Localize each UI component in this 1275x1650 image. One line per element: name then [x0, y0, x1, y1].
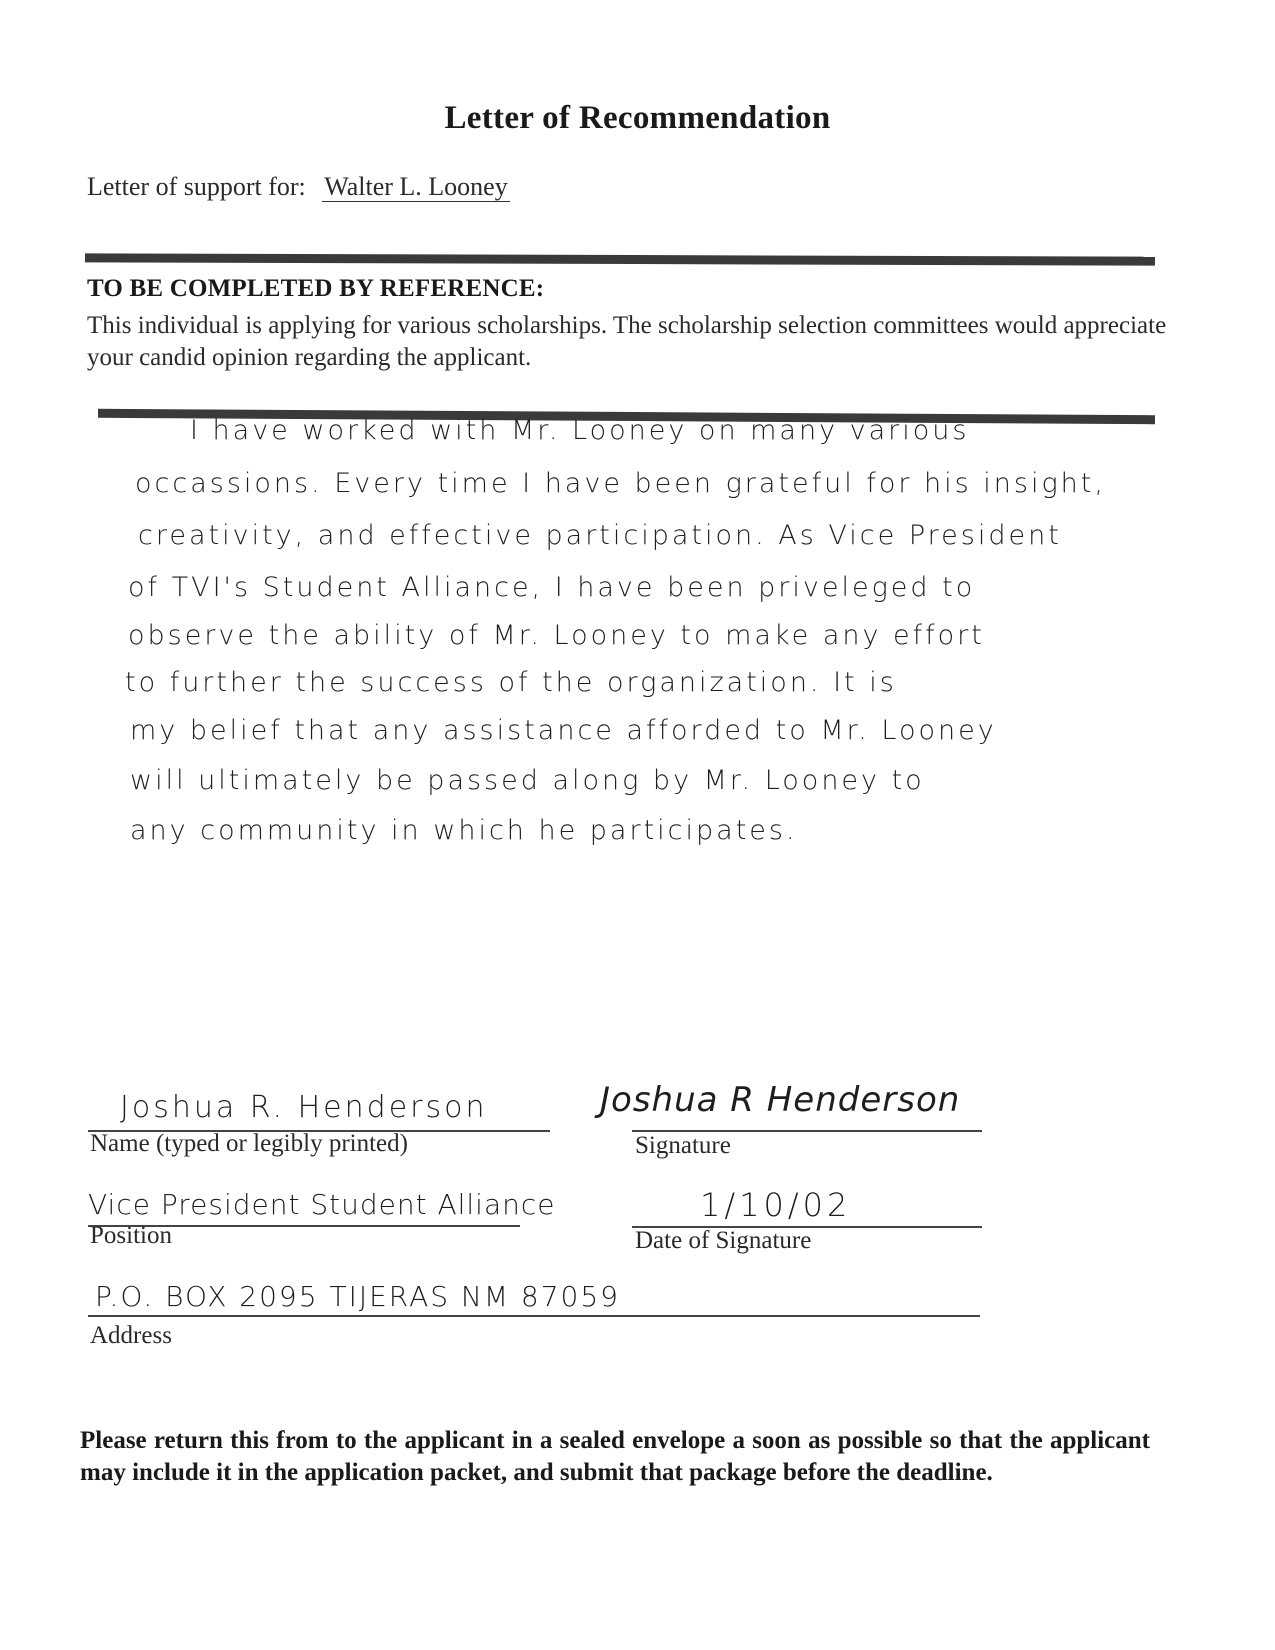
letter-line: will ultimately be passed along by Mr. Looney to — [130, 765, 925, 796]
signature-label: Signature — [635, 1132, 731, 1159]
letter-line: observe the ability of Mr. Looney to make any effort — [128, 620, 985, 651]
signature-value: Joshua R Henderson — [600, 1080, 961, 1120]
letter-line: any community in which he participates. — [130, 815, 798, 846]
address-value: P.O. BOX 2095 TIJERAS NM 87059 — [95, 1280, 620, 1313]
letter-line: I have worked with Mr. Looney on many various — [190, 415, 970, 446]
letter-line: creativity, and effective participation. As Vice President — [138, 520, 1062, 551]
position-label: Position — [90, 1222, 172, 1249]
address-label: Address — [90, 1322, 172, 1349]
name-value: Joshua R. Henderson — [120, 1090, 488, 1125]
footer-note: Please return this from to the applicant in a sealed envelope a soon as possible so that the applicant may include it in the application packet, and submit that package before the deadline. — [80, 1427, 1150, 1486]
letter-line: my belief that any assistance afforded to Mr. Looney — [130, 715, 997, 746]
letter-line: of TVI's Student Alliance, I have been priveleged to — [128, 572, 976, 603]
support-row — [87, 172, 510, 202]
reference-instructions: This individual is applying for various scholarships. The scholarship selection committees would appreciate your candid opinion regarding the applicant. — [87, 312, 1167, 371]
letter-line: occassions. Every time I have been grateful for his insight, — [135, 468, 1106, 499]
name-label: Name (typed or legibly printed) — [90, 1130, 408, 1157]
applicant-name: Walter L. Looney — [324, 172, 508, 201]
reference-heading: TO BE COMPLETED BY REFERENCE: — [87, 275, 545, 302]
divider-rule-top — [85, 253, 1155, 265]
document-title: Letter of Recommendation — [444, 100, 831, 136]
position-value: Vice President Student Alliance — [88, 1188, 556, 1221]
letter-line: to further the success of the organization. It is — [125, 667, 897, 698]
date-value: 1/10/02 — [700, 1186, 852, 1224]
date-label: Date of Signature — [635, 1227, 812, 1254]
address-line — [88, 1315, 980, 1317]
support-label: Letter of support for: — [87, 172, 306, 201]
